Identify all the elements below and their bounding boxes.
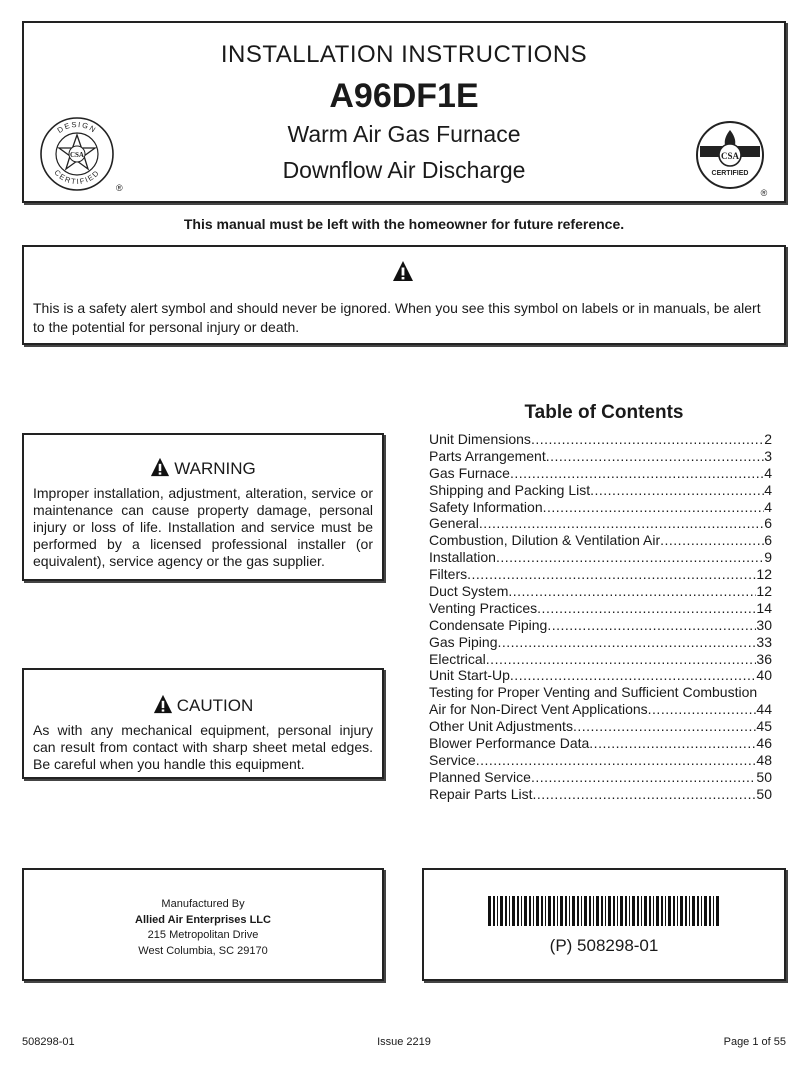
toc-leader-dots [497, 634, 756, 651]
barcode-bar [488, 896, 491, 926]
barcode-bar [536, 896, 539, 926]
toc-item-title: Other Unit Adjustments [429, 718, 573, 735]
toc-leader-dots [496, 549, 764, 566]
toc-item-page: 48 [756, 751, 772, 768]
toc-item-page: 45 [756, 718, 772, 735]
toc-item-page: 6 [764, 532, 772, 549]
toc-item [429, 617, 772, 634]
barcode-bar [709, 896, 711, 926]
toc-item [429, 634, 772, 651]
product-description: Warm Air Gas Furnace [287, 121, 521, 147]
toc-item-page: 2 [764, 431, 772, 447]
barcode-image [488, 896, 722, 926]
design-certified-logo [38, 115, 116, 193]
barcode-bar [665, 896, 666, 926]
svg-text:CERTIFIED: CERTIFIED [52, 167, 102, 187]
caution-text: As with any mechanical equipment, personal injury can result from contact with sharp sheet metal edges. Be careful when you handle this equipment. [33, 722, 373, 772]
toc-item-title: Venting Practices [429, 599, 538, 616]
barcode-bar [548, 896, 551, 926]
caution-title: CAUTION [176, 696, 254, 715]
toc-item-title: General [429, 515, 479, 532]
toc-leader-dots [648, 701, 757, 718]
manufacturer-box [22, 868, 384, 981]
toc-item-title: Parts Arrangement [429, 447, 546, 464]
barcode-bar [589, 896, 591, 926]
toc-item [429, 583, 772, 600]
toc-item-title: Service [429, 751, 476, 768]
barcode-bar [553, 896, 555, 926]
toc-item-title: Gas Furnace [429, 464, 510, 481]
toc-item [429, 769, 772, 786]
barcode-bar [509, 896, 510, 926]
homeowner-notice: This manual must be left with the homeowner for future reference. [183, 216, 625, 232]
barcode-box [422, 868, 786, 981]
toc-item [429, 482, 772, 499]
svg-text:DESIGN: DESIGN [55, 119, 99, 135]
barcode-bar [704, 896, 707, 926]
toc-item-title: Installation [429, 549, 496, 566]
toc-item-title: Blower Performance Data [429, 735, 590, 752]
toc-item [429, 651, 772, 668]
barcode-bar [613, 896, 615, 926]
toc-item [429, 549, 772, 566]
barcode-bar [596, 896, 599, 926]
toc-item-title: Condensate Piping [429, 616, 548, 633]
toc-leader-dots [537, 600, 756, 617]
barcode-bar [625, 896, 627, 926]
toc-item-page: 4 [764, 498, 772, 515]
barcode-bar [644, 896, 647, 926]
toc-item-page: 50 [756, 768, 772, 785]
toc-leader-dots [543, 499, 765, 516]
toc-item-title: Unit Start-Up [429, 667, 510, 684]
toc-leader-dots [510, 465, 764, 482]
toc-item [429, 515, 772, 532]
toc-leader-dots [589, 735, 756, 752]
barcode-bar [677, 896, 678, 926]
toc-leader-dots [590, 482, 764, 499]
toc-item [429, 735, 772, 752]
barcode-bar [505, 896, 507, 926]
caution-heading [24, 694, 382, 716]
barcode-bar [656, 896, 659, 926]
part-number: (P) 508298-01 [549, 936, 659, 955]
toc-item-page: 50 [756, 785, 772, 802]
toc-item [429, 532, 772, 549]
toc-item-page: 9 [764, 549, 772, 566]
toc-title: Table of Contents [524, 402, 684, 423]
caution-alert-icon [153, 694, 173, 714]
toc-item [429, 667, 772, 684]
registered-mark-left: ® [116, 183, 123, 193]
barcode-bar [529, 896, 531, 926]
barcode-bar [629, 896, 630, 926]
toc-item-title: Safety Information [429, 498, 543, 515]
barcode-bar [701, 896, 702, 926]
toc-leader-dots [660, 532, 764, 549]
svg-text:CERTIFIED: CERTIFIED [711, 170, 749, 177]
toc-item-page: 4 [764, 464, 772, 481]
toc-item-title: Planned Service [429, 768, 531, 785]
toc-item-title: Testing for Proper Venting and Sufficient Combustion [429, 684, 758, 701]
barcode-bar [533, 896, 534, 926]
barcode-bar [605, 896, 606, 926]
toc-leader-dots [532, 786, 756, 803]
toc-leader-dots [531, 769, 756, 786]
toc-item [429, 566, 772, 583]
document-type: INSTALLATION INSTRUCTIONS [220, 41, 588, 68]
toc-item-title: Filters [429, 566, 468, 583]
toc-leader-dots [476, 752, 757, 769]
model-number: A96DF1E [329, 77, 479, 115]
barcode-bar [608, 896, 611, 926]
header-box [22, 21, 786, 203]
footer-issue: Issue 2219 [377, 1036, 431, 1048]
barcode-bar [541, 896, 543, 926]
toc-item-page: 4 [764, 481, 772, 498]
barcode-bar [632, 896, 635, 926]
manufacturer-name: Allied Air Enterprises LLC [135, 913, 271, 926]
manufacturer-street: 215 Metropolitan Drive [147, 929, 259, 941]
toc-item-page: 14 [756, 599, 772, 616]
toc-item-page: 40 [756, 667, 772, 684]
barcode-bar [713, 896, 714, 926]
toc-item [429, 465, 772, 482]
toc-item [429, 786, 772, 803]
toc-leader-dots [486, 651, 757, 668]
barcode-bar [685, 896, 687, 926]
barcode-bar [521, 896, 522, 926]
barcode-bar [557, 896, 558, 926]
safety-notice-box [22, 245, 786, 345]
barcode-bar [601, 896, 603, 926]
barcode-bar [716, 896, 719, 926]
barcode-bar [517, 896, 519, 926]
svg-text:CSA: CSA [69, 151, 85, 159]
toc-item-title: Shipping and Packing List [429, 481, 591, 498]
toc-item-title: Gas Piping [429, 633, 498, 650]
toc-item [429, 752, 772, 769]
barcode-bar [689, 896, 690, 926]
barcode-bar [593, 896, 594, 926]
barcode-bar [668, 896, 671, 926]
toc-item-page: 30 [756, 616, 772, 633]
toc-leader-dots [467, 566, 756, 583]
warning-heading [24, 457, 382, 479]
barcode-bar [692, 896, 695, 926]
toc-leader-dots [531, 431, 764, 448]
barcode-bar [560, 896, 563, 926]
barcode-bar [572, 896, 575, 926]
barcode-bar [637, 896, 639, 926]
csa-certified-logo [694, 118, 770, 198]
barcode-bar [581, 896, 582, 926]
toc-item-page: 12 [756, 566, 772, 583]
toc-item-page: 6 [764, 515, 772, 532]
toc-leader-dots [573, 718, 756, 735]
toc-item-title: Repair Parts List [429, 785, 533, 802]
toc-item [429, 718, 772, 735]
barcode-bar [545, 896, 546, 926]
toc-item-page: 36 [756, 650, 772, 667]
toc-item [429, 600, 772, 617]
airflow-type: Downflow Air Discharge [282, 157, 526, 183]
barcode-bar [617, 896, 618, 926]
barcode-bar [569, 896, 570, 926]
barcode-bar [493, 896, 495, 926]
toc-item-title: Electrical [429, 650, 486, 667]
barcode-bar [620, 896, 623, 926]
toc-item-page: 44 [756, 701, 772, 718]
toc-item [429, 701, 772, 718]
toc-item [429, 684, 772, 701]
toc-item-title: Unit Dimensions [429, 431, 531, 447]
caution-box [22, 668, 384, 779]
warning-text: Improper installation, adjustment, alteration, service or maintenance can cause property damage, personal injury or loss of life. Installation and service must be performed by a licensed professional installer (or equivalent), service agency or the gas supplier. [33, 485, 373, 569]
barcode-bar [661, 896, 663, 926]
barcode-bar [500, 896, 503, 926]
barcode-bar [673, 896, 675, 926]
footer-doc-number: 508298-01 [22, 1036, 75, 1048]
barcode-bar [577, 896, 579, 926]
table-of-contents [429, 431, 772, 803]
barcode-bar [697, 896, 699, 926]
warning-box [22, 433, 384, 581]
toc-item-page: 12 [756, 583, 772, 600]
toc-item-title: Duct System [429, 583, 509, 600]
barcode-bar [653, 896, 654, 926]
toc-item-title: Air for Non-Direct Vent Applications [429, 701, 648, 718]
barcode-bar [649, 896, 651, 926]
safety-notice-text: This is a safety alert symbol and should never be ignored. When you see this symbol on labels or in manuals, be alert to the potential for personal injury or death. [33, 300, 761, 335]
toc-leader-dots [479, 515, 764, 532]
toc-leader-dots [546, 448, 764, 465]
svg-text:CSA: CSA [720, 151, 740, 161]
barcode-bar [641, 896, 642, 926]
safety-alert-icon [392, 260, 414, 282]
barcode-bar [497, 896, 498, 926]
warning-alert-icon [150, 457, 170, 477]
barcode-bar [524, 896, 527, 926]
manufacturer-city: West Columbia, SC 29170 [138, 944, 268, 957]
warning-title: WARNING [174, 459, 256, 478]
toc-item-page: 46 [756, 735, 772, 752]
barcode-bar [680, 896, 683, 926]
toc-item-title: Combustion, Dilution & Ventilation Air [429, 532, 661, 549]
toc-leader-dots [547, 617, 756, 634]
footer-page: Page 1 of 55 [723, 1036, 786, 1048]
toc-item [429, 431, 772, 448]
barcode-bar [565, 896, 567, 926]
barcode-bar [512, 896, 515, 926]
toc-item-page: 33 [756, 633, 772, 650]
toc-item-page: 3 [764, 447, 772, 464]
svg-text:®: ® [760, 188, 768, 198]
toc-leader-dots [508, 583, 756, 600]
toc-item [429, 499, 772, 516]
toc-item [429, 448, 772, 465]
manufacturer-label: Manufactured By [161, 898, 245, 910]
toc-leader-dots [510, 667, 757, 684]
barcode-bar [584, 896, 587, 926]
